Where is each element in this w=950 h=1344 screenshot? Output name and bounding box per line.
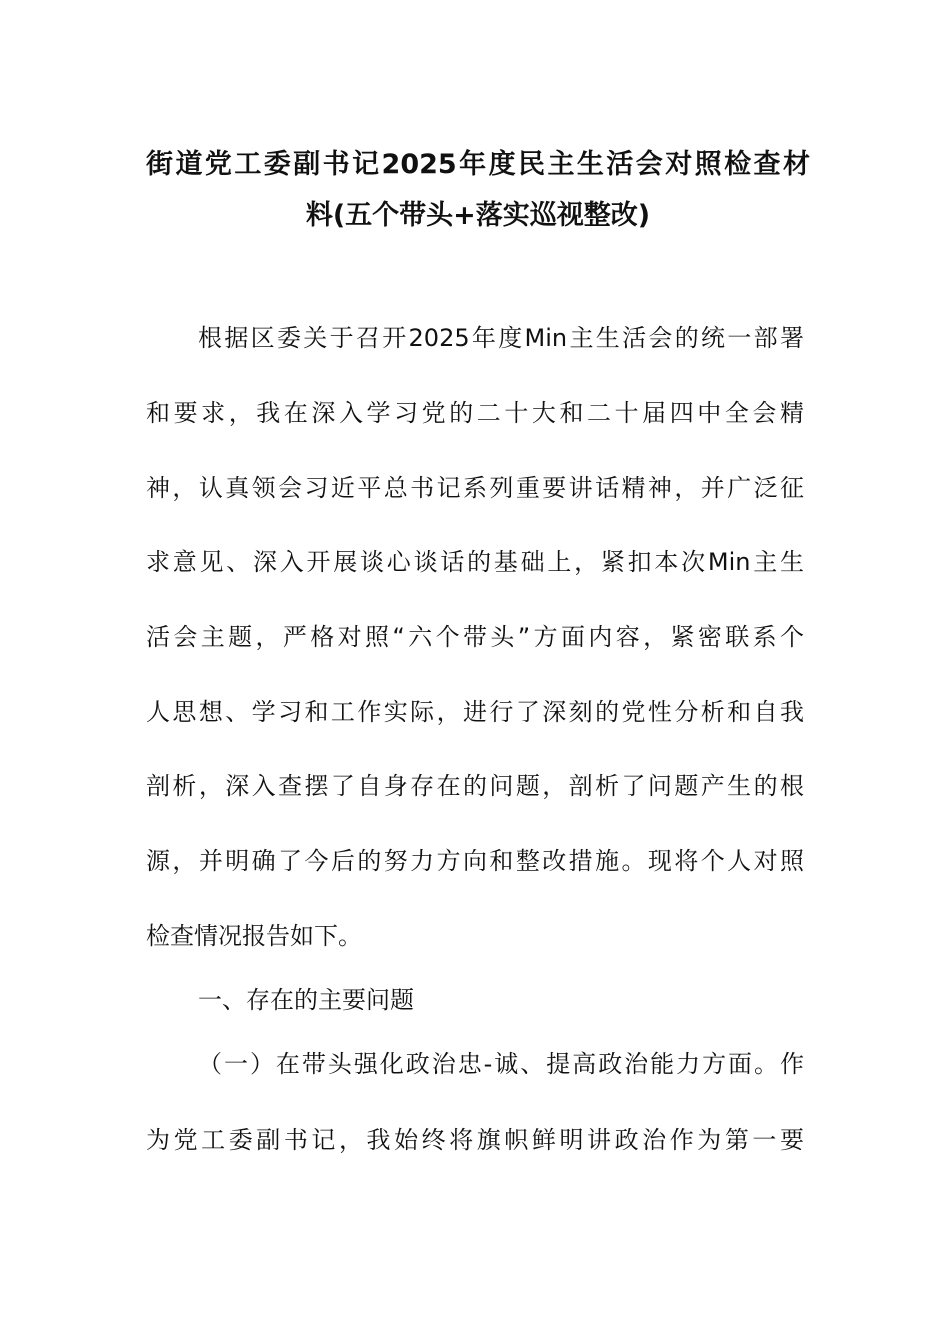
- section-line: 为党工委副书记，我始终将旗帜鲜明讲政治作为第一要: [146, 1126, 804, 1154]
- section-heading: 一、存在的主要问题: [198, 986, 414, 1014]
- intro-line: 检查情况报告如下。: [146, 922, 362, 950]
- intro-line: 根据区委关于召开2025年度Min主生活会的统一部署: [198, 324, 804, 352]
- intro-line: 活会主题，严格对照“六个带头”方面内容，紧密联系个: [146, 623, 804, 651]
- intro-line: 和要求，我在深入学习党的二十大和二十届四中全会精: [146, 399, 804, 427]
- intro-line: 剖析，深入查摆了自身存在的问题，剖析了问题产生的根: [146, 772, 804, 800]
- section-line: （一）在带头强化政治忠-诚、提高政治能力方面。作: [198, 1050, 804, 1078]
- intro-line: 人思想、学习和工作实际，进行了深刻的党性分析和自我: [146, 698, 804, 726]
- intro-line: 求意见、深入开展谈心谈话的基础上，紧扣本次Min主生: [146, 548, 804, 576]
- document-title-line-1: 街道党工委副书记2025年度民主生活会对照检查材: [146, 149, 810, 180]
- document-title-line-2: 料(五个带头+落实巡视整改): [305, 200, 651, 231]
- intro-line: 源，并明确了今后的努力方向和整改措施。现将个人对照: [146, 847, 804, 875]
- intro-line: 神，认真领会习近平总书记系列重要讲话精神，并广泛征: [146, 474, 804, 502]
